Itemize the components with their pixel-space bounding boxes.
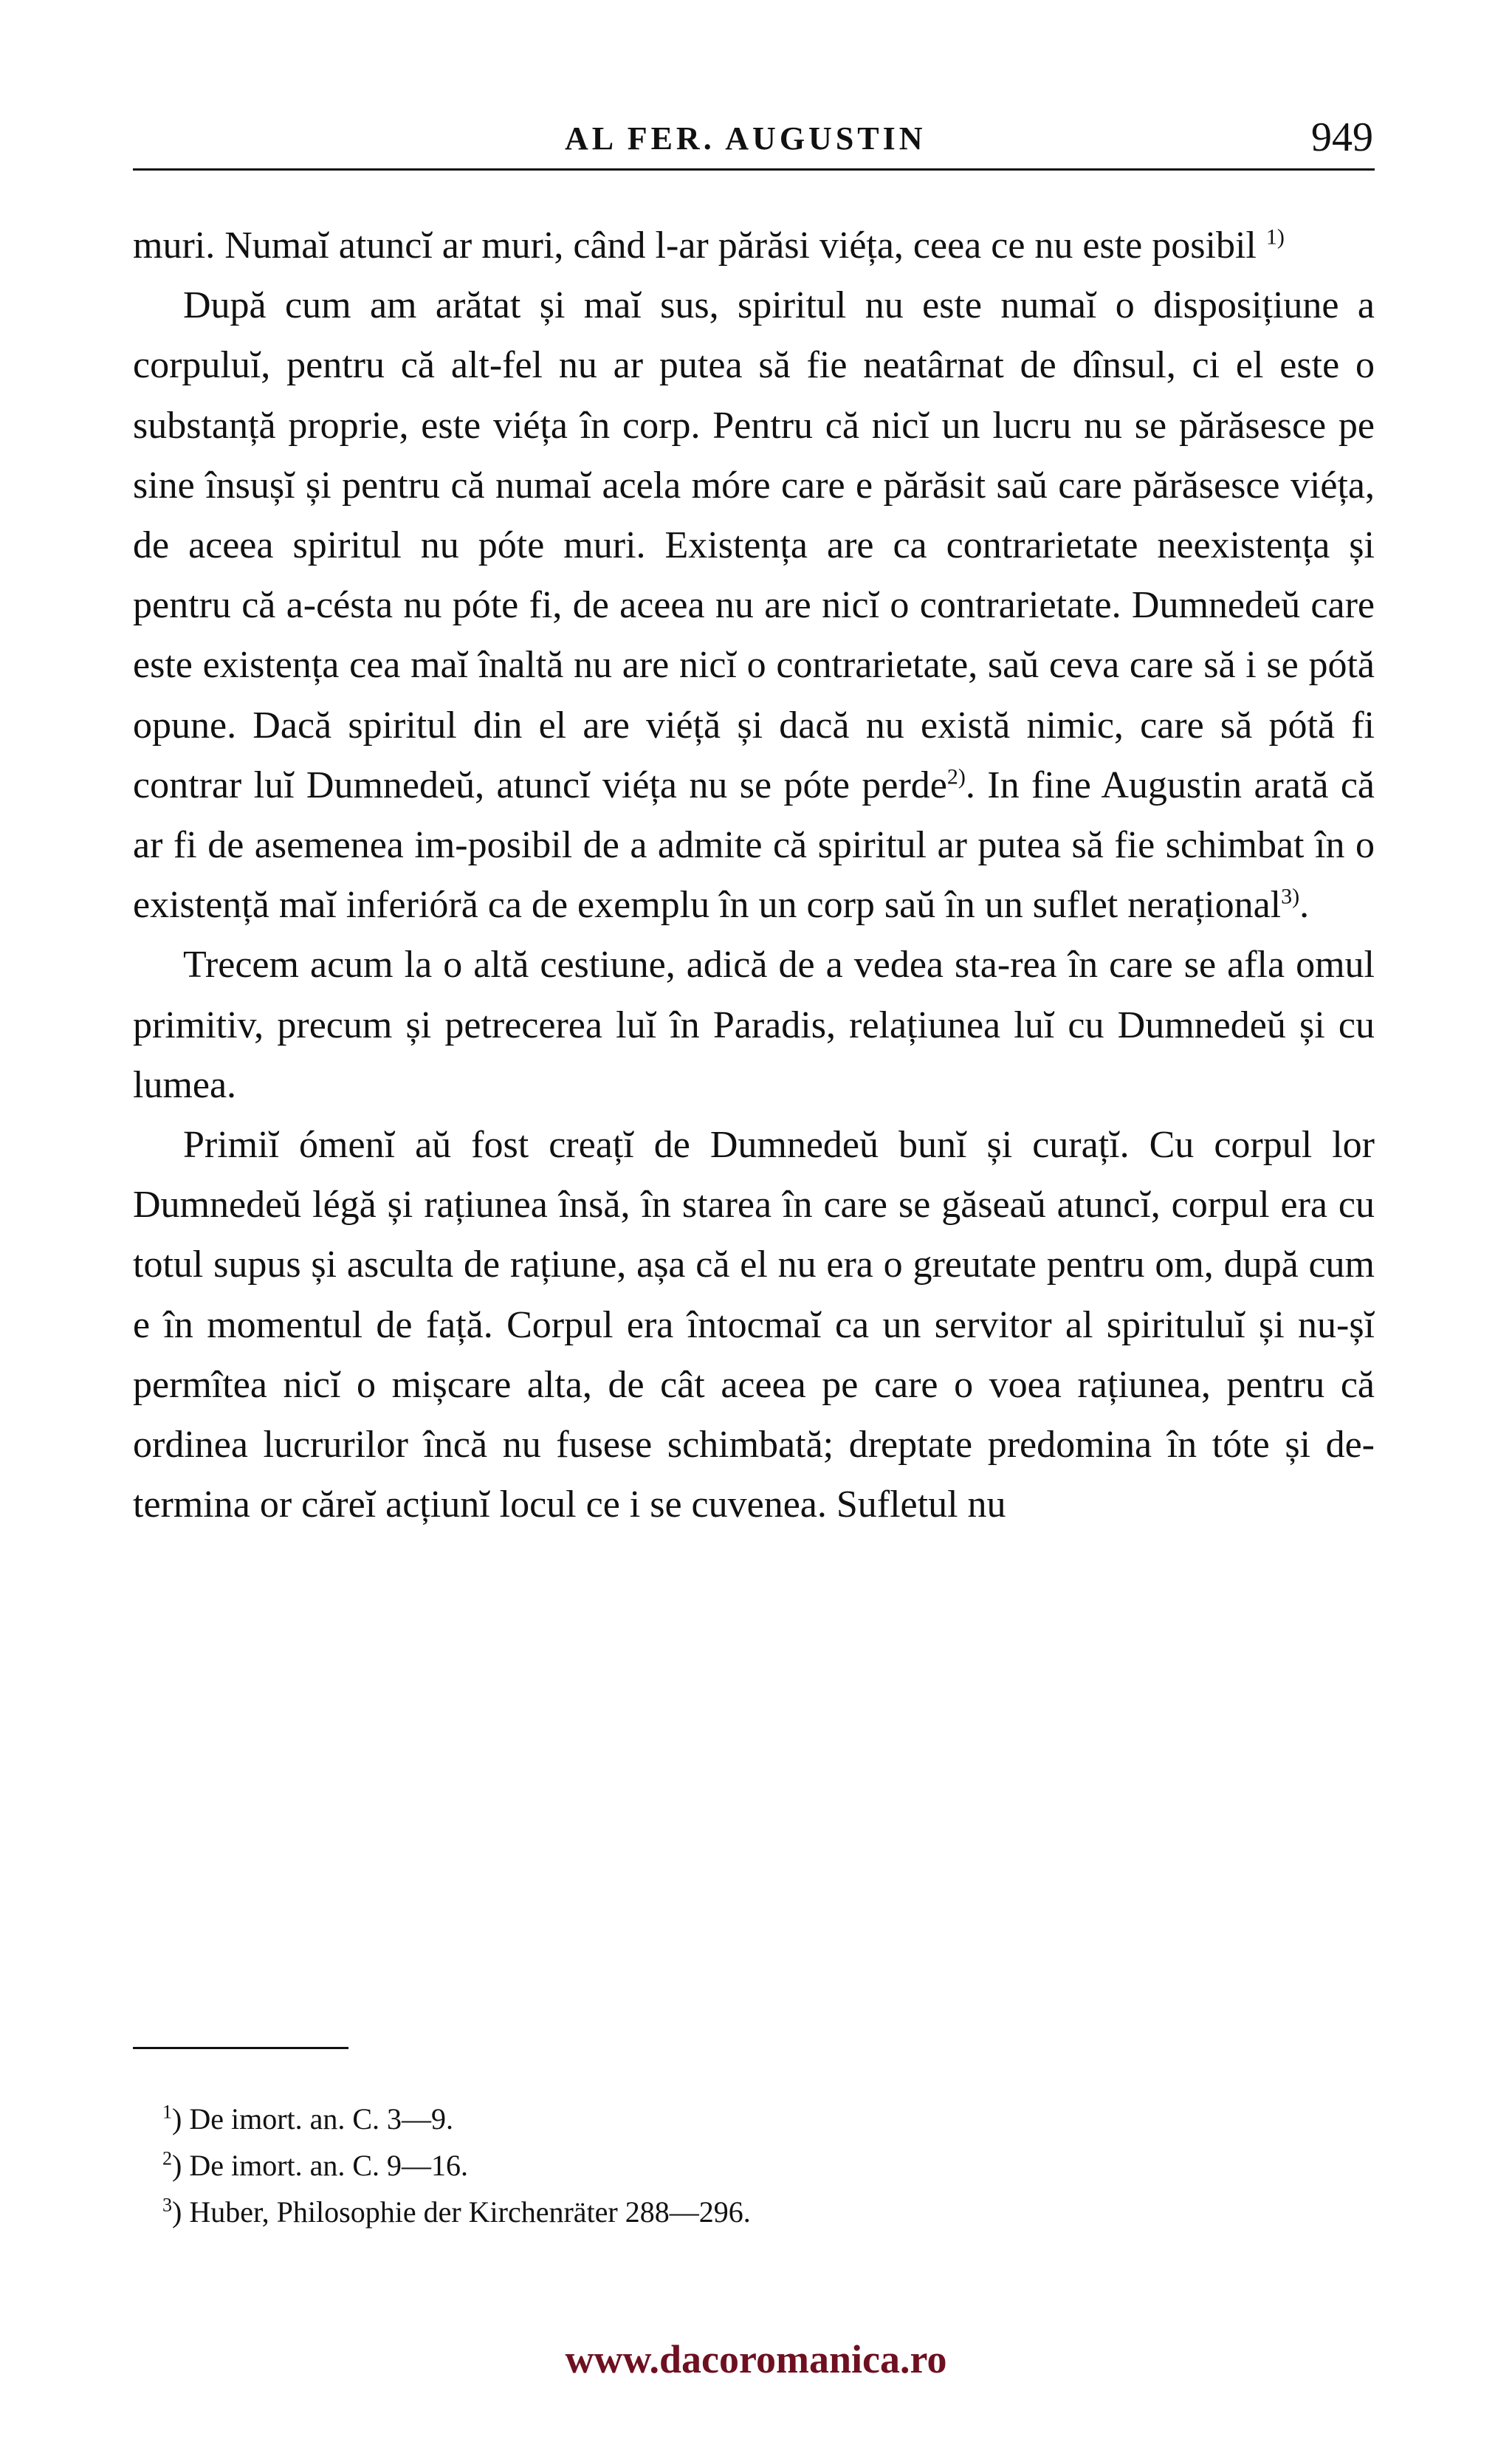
paragraph-4: Primiĭ ómenĭ aŭ fost creațĭ de Dumnedeŭ bunĭ și curațĭ. Cu corpul lor Dumnedeŭ légă și rațiunea însă, în starea în care se găseaŭ atuncĭ, corpul era cu totul supus și asculta de rațiune, așa că el nu era o greutate pentru om, după cum e în momentul de față. Corpul era întocmaĭ ca un servitor al spirituluĭ și nu-șĭ permîtea nicĭ o mișcare alta, de cât aceea pe care o voea rațiunea, pentru că ordinea lucrurilor încă nu fusese schimbată; dreptate predomina în tóte și de-termina or căreĭ acțiunĭ locul ce i se cuvenea. Sufletul nu bbox=[133, 1124, 1375, 1526]
paragraph-3: Trecem acum la o altă cestiune, adică de a vedea sta-rea în care se afla omul primitiv, precum și petrecerea luĭ în Paradis, relațiunea luĭ cu Dumnedeŭ și cu lumea. bbox=[133, 944, 1375, 1106]
footnote-3 bbox=[162, 2189, 1358, 2235]
footnote-rule bbox=[133, 2047, 348, 2049]
footnote-2-text: ) De imort. an. C. 9—16. bbox=[172, 2149, 469, 2182]
header-rule bbox=[133, 168, 1375, 171]
footnote-ref-2: 2) bbox=[946, 764, 966, 789]
footnote-ref-1: 1) bbox=[1265, 224, 1285, 250]
page-header bbox=[133, 111, 1375, 177]
footnote-2 bbox=[162, 2142, 1358, 2189]
body-text bbox=[133, 216, 1375, 1534]
footnote-1 bbox=[162, 2096, 1358, 2142]
paragraph-1-text: muri. Numaĭ atuncĭ ar muri, când l-ar părăsi viéța, ceea ce nu este posibil bbox=[133, 224, 1257, 267]
footnote-2-mark: 2 bbox=[162, 2147, 172, 2169]
paragraph-2-text-b: . In fine Augustin arată că ar fi de asemenea im-posibil de a admite că spiritul ar putea să fie schimbat în o existență maĭ inferióră ca de exemplu în un corp saŭ în un suflet nerațional bbox=[133, 764, 1375, 927]
footnotes bbox=[162, 2096, 1358, 2235]
running-head: AL FER. AUGUSTIN bbox=[565, 120, 927, 157]
watermark-url: www.dacoromanica.ro bbox=[565, 2337, 947, 2381]
footnote-1-text: ) De imort. an. C. 3—9. bbox=[172, 2102, 454, 2136]
footnote-3-text: ) Huber, Philosophie der Kirchenräter 288—296. bbox=[172, 2195, 751, 2229]
paragraph-1 bbox=[133, 216, 1375, 275]
book-page bbox=[133, 0, 1375, 2439]
footnote-ref-3: 3) bbox=[1281, 884, 1300, 909]
footnote-3-mark: 3 bbox=[162, 2194, 172, 2216]
paragraph-2 bbox=[133, 275, 1375, 935]
paragraph-2-text-a: După cum am arătat și maĭ sus, spiritul nu este numaĭ o disposițiune a corpuluĭ, pentru că alt-fel nu ar putea să fie neatârnat de dînsul, ci el este o substanță proprie, este viéța în corp. Pentru că nicĭ un lucru nu se părăsesce pe sine însușĭ și pentru că numaĭ acela móre care e părăsit saŭ care părăsesce viéța, de aceea spiritul nu póte muri. Existența are ca contrarietate neexistența și pentru că a-césta nu póte fi, de aceea nu are nicĭ o contrarietate. Dumnedeŭ care este existența cea maĭ înaltă nu are nicĭ o contrarietate, saŭ ceva care să i se pótă opune. Dacă spiritul din el are viéță și dacă nu există nimic, care să pótă fi contrar luĭ Dumnedeŭ, atuncĭ viéța nu se póte perde bbox=[133, 284, 1375, 806]
paragraph-2-text-c: . bbox=[1299, 884, 1310, 927]
page-number: 949 bbox=[1311, 114, 1373, 160]
footnote-1-mark: 1 bbox=[162, 2101, 172, 2123]
